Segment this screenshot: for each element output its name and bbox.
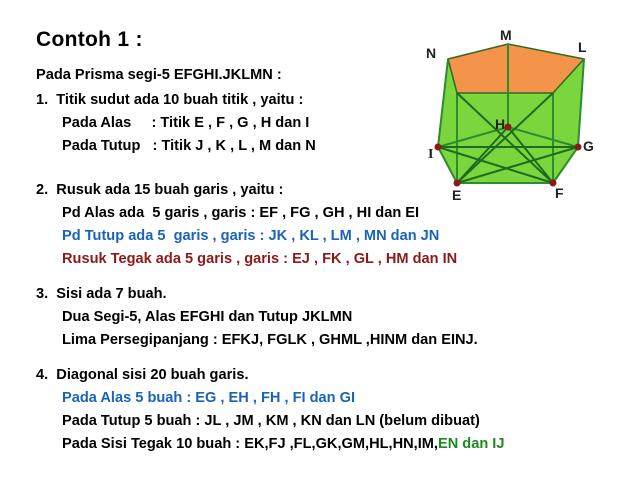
item3-heading: 3. Sisi ada 7 buah. xyxy=(36,286,167,302)
label-M: M xyxy=(500,27,512,43)
vertex-G xyxy=(575,144,582,151)
item3-rectangles: Lima Persegipanjang : EFKJ, FGLK , GHML ,HINM dan EINJ. xyxy=(62,332,478,348)
item4-heading: 4. Diagonal sisi 20 buah garis. xyxy=(36,367,249,383)
page-title: Contoh 1 : xyxy=(36,28,143,51)
item4-side-diagonals-highlight: EN dan IJ xyxy=(437,436,505,452)
vertex-H xyxy=(505,124,512,131)
label-H: H xyxy=(495,116,506,132)
intro-text: Pada Prisma segi-5 EFGHI.JKLMN : xyxy=(36,67,282,83)
item1-top-vertices: Pada Tutup : Titik J , K , L , M dan N xyxy=(62,138,316,154)
item2-heading: 2. Rusuk ada 15 buah garis , yaitu : xyxy=(36,182,284,198)
item2-top-edges: Pd Tutup ada 5 garis , garis : JK , KL , LM , MN dan JN xyxy=(62,228,440,244)
item1-heading: 1. Titik sudut ada 10 buah titik , yaitu : xyxy=(36,92,304,108)
item4-base-diagonals: Pada Alas 5 buah : EG , EH , FH , FI dan GI xyxy=(62,390,356,406)
label-E: E xyxy=(452,187,462,203)
item4-top-diagonals: Pada Tutup 5 buah : JL , JM , KM , KN dan LN (belum dibuat) xyxy=(62,413,480,429)
label-G: G xyxy=(583,138,594,154)
label-F: F xyxy=(555,185,564,201)
item1-base-vertices: Pada Alas : Titik E , F , G , H dan I xyxy=(62,115,310,131)
label-N: N xyxy=(426,45,437,61)
item2-lateral-edges: Rusuk Tegak ada 5 garis , garis : EJ , FK , GL , HM dan IN xyxy=(62,251,458,267)
item2-base-edges: Pd Alas ada 5 garis , garis : EF , FG , GH , HI dan EI xyxy=(62,205,420,221)
item3-pentagons: Dua Segi-5, Alas EFGHI dan Tutup JKLMN xyxy=(62,309,353,325)
vertex-E xyxy=(454,180,461,187)
label-L: L xyxy=(578,39,587,55)
label-I: I xyxy=(428,147,434,162)
item4-side-diagonals-text: Pada Sisi Tegak 10 buah : EK,FJ ,FL,GK,GM,HL,HN,IM, xyxy=(62,436,438,452)
vertex-I xyxy=(435,144,442,151)
